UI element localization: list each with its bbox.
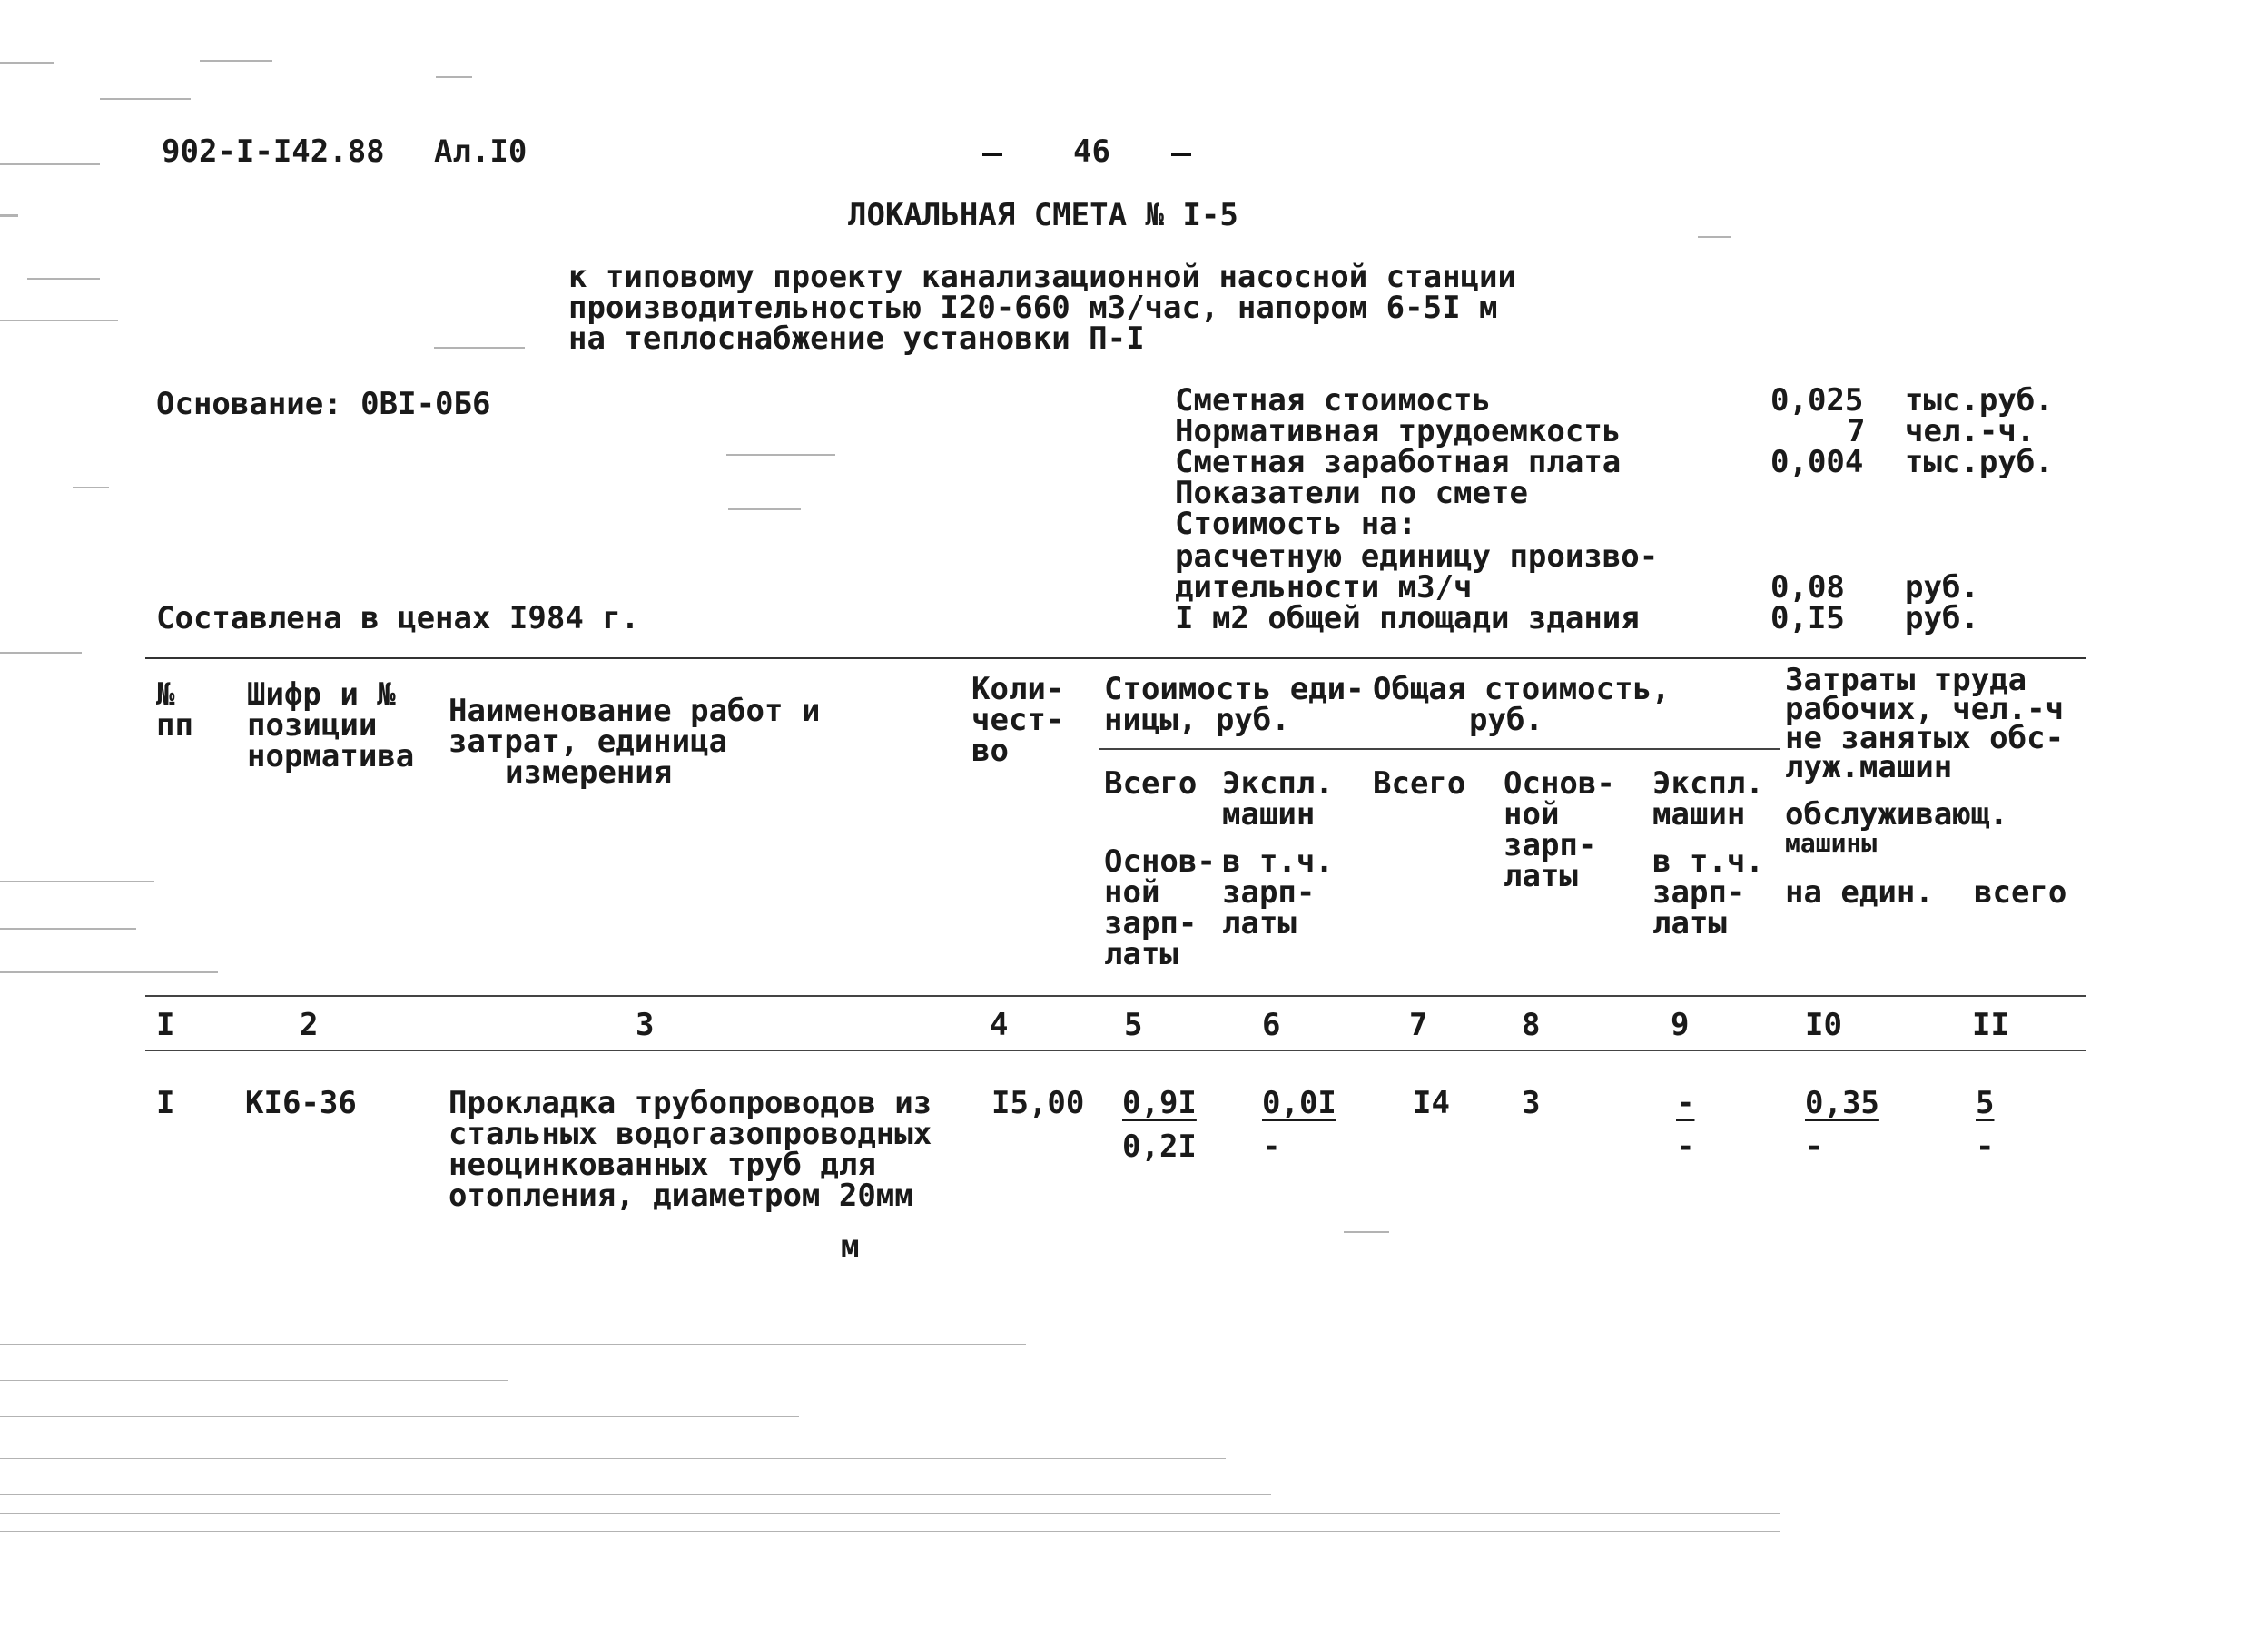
- row-c6-bottom: -: [1262, 1129, 1281, 1165]
- header-col10: машины: [1785, 828, 1878, 858]
- header-col7: Всего: [1373, 765, 1466, 802]
- header-total-cost: Общая стоимость,: [1373, 671, 1671, 707]
- header-col9b: в т.ч.: [1652, 843, 1764, 880]
- indicator-label: I м2 общей площади здания: [1175, 600, 1640, 636]
- scan-noise: [0, 652, 82, 654]
- header-col6b: латы: [1222, 905, 1297, 941]
- row-c6-top: 0,0I: [1262, 1085, 1336, 1121]
- header-labor: не занятых обс-: [1785, 720, 2065, 756]
- indicator-label: Показатели по смете: [1175, 475, 1528, 511]
- table-top-rule: [145, 657, 2086, 659]
- indicator-label: Нормативная трудоемкость: [1175, 413, 1622, 449]
- header-labor: рабочих, чел.-ч: [1785, 691, 2065, 727]
- indicator-label: Сметная стоимость: [1175, 382, 1491, 419]
- header-qty: чест-: [971, 702, 1065, 738]
- sheet-label: Ал.I0: [434, 133, 528, 170]
- header-labor: луж.машин: [1785, 749, 1953, 785]
- row-name-line: неоцинкованных труб для: [449, 1147, 876, 1183]
- scan-noise: [0, 1344, 1026, 1345]
- col-number: 5: [1124, 1007, 1143, 1043]
- col-number: 8: [1522, 1007, 1541, 1043]
- header-col6b: зарп-: [1222, 874, 1316, 911]
- col-number: 9: [1671, 1007, 1690, 1043]
- prices-year: Составлена в ценах I984 г.: [156, 600, 640, 636]
- row-c5-bottom: 0,2I: [1122, 1129, 1197, 1165]
- header-name: измерения: [505, 754, 673, 791]
- header-col10: обслуживающ.: [1785, 796, 2008, 833]
- col-number: 7: [1409, 1007, 1428, 1043]
- basis: Основание: 0BI-0Б6: [156, 386, 491, 422]
- header-qty: Коли-: [971, 671, 1065, 707]
- col-number: I0: [1805, 1007, 1842, 1043]
- header-col11b: всего: [1974, 874, 2067, 911]
- scan-noise: [1344, 1231, 1389, 1233]
- header-col5b: зарп-: [1104, 905, 1198, 941]
- header-col6: машин: [1222, 796, 1316, 833]
- indicator-unit: руб.: [1905, 600, 1979, 636]
- row-c9-top: -: [1676, 1085, 1695, 1121]
- header-code: норматива: [247, 738, 415, 774]
- header-col8: зарп-: [1504, 827, 1597, 863]
- scan-noise: [73, 487, 109, 488]
- col-number: II: [1972, 1007, 2009, 1043]
- row-name-line: стальных водогазопроводных: [449, 1116, 932, 1152]
- col-number: I: [156, 1007, 175, 1043]
- header-col5b: Основ-: [1104, 843, 1216, 880]
- indicator-unit: тыс.руб.: [1905, 382, 2054, 419]
- header-num: пп: [156, 707, 193, 744]
- row-c7: I4: [1413, 1085, 1450, 1121]
- indicator-value: 0,025: [1770, 382, 1864, 419]
- scan-noise: [27, 278, 100, 280]
- header-col10b: на един.: [1785, 874, 1934, 911]
- indicator-value: 7: [1847, 413, 1866, 449]
- row-name-line: отопления, диаметром 20мм: [449, 1178, 913, 1214]
- column-numbers-bottom-rule: [145, 1050, 2086, 1051]
- header-col9b: латы: [1652, 905, 1727, 941]
- scan-noise: [0, 928, 136, 930]
- col-number: 6: [1262, 1007, 1281, 1043]
- row-num: I: [156, 1085, 175, 1121]
- indicator-value: 0,08: [1770, 569, 1845, 606]
- scan-noise: [728, 508, 801, 510]
- row-code: КI6-36: [245, 1085, 357, 1121]
- row-qty: I5,00: [991, 1085, 1085, 1121]
- row-c10-top: 0,35: [1805, 1085, 1879, 1121]
- row-c9-bottom: -: [1676, 1129, 1695, 1165]
- document-title: ЛОКАЛЬНАЯ СМЕТА № I-5: [848, 197, 1238, 233]
- scan-noise: [0, 881, 154, 882]
- header-col5: Всего: [1104, 765, 1198, 802]
- scan-noise: [0, 320, 118, 321]
- header-col5b: латы: [1104, 936, 1178, 972]
- header-col5b: ной: [1104, 874, 1160, 911]
- row-c5-top: 0,9I: [1122, 1085, 1197, 1121]
- subtitle-line-3: на теплоснабжение установки П-I: [568, 320, 1145, 357]
- scan-noise: [0, 1458, 1226, 1459]
- header-col8: Основ-: [1504, 765, 1615, 802]
- row-c8: 3: [1522, 1085, 1541, 1121]
- indicator-unit: чел.-ч.: [1905, 413, 2036, 449]
- header-qty: во: [971, 733, 1009, 769]
- indicator-label: Сметная заработная плата: [1175, 444, 1622, 480]
- page-number-dash-left: [982, 153, 1002, 156]
- row-c11-top: 5: [1976, 1085, 1995, 1121]
- col-number: 4: [990, 1007, 1009, 1043]
- col-number: 3: [636, 1007, 655, 1043]
- indicator-unit: руб.: [1905, 569, 1979, 606]
- scan-noise: [1698, 236, 1731, 238]
- header-name: затрат, единица: [449, 724, 728, 760]
- header-cost-rule: [1099, 748, 1780, 750]
- indicator-label: дительности м3/ч: [1175, 569, 1473, 606]
- scan-noise: [434, 347, 525, 349]
- scan-noise: [0, 971, 218, 973]
- scan-noise: [0, 1513, 1780, 1514]
- header-col6b: в т.ч.: [1222, 843, 1334, 880]
- indicator-value: 0,004: [1770, 444, 1864, 480]
- indicator-label: расчетную единицу произво-: [1175, 538, 1659, 575]
- header-labor: Затраты труда: [1785, 662, 2027, 698]
- indicator-value: 0,I5: [1770, 600, 1845, 636]
- subtitle-line-2: производительностью I20-660 м3/час, напором 6-5I м: [568, 290, 1498, 326]
- scan-noise: [0, 1416, 799, 1417]
- page-number: 46: [1073, 133, 1110, 170]
- subtitle-line-1: к типовому проекту канализационной насосной станции: [568, 259, 1516, 295]
- scan-noise: [0, 1380, 508, 1381]
- scan-noise: [0, 62, 54, 64]
- scan-noise: [200, 60, 272, 62]
- header-col9: машин: [1652, 796, 1746, 833]
- column-numbers-top-rule: [145, 995, 2086, 997]
- row-unit: м: [841, 1228, 860, 1265]
- header-total-cost: руб.: [1469, 702, 1543, 738]
- header-unit-cost: ницы, руб.: [1104, 702, 1290, 738]
- header-num: №: [156, 676, 175, 713]
- scan-noise: [100, 98, 191, 100]
- header-col9b: зарп-: [1652, 874, 1746, 911]
- scan-noise: [726, 454, 835, 456]
- header-col8: латы: [1504, 858, 1578, 894]
- scan-noise: [0, 163, 100, 165]
- header-code: позиции: [247, 707, 378, 744]
- row-name-line: Прокладка трубопроводов из: [449, 1085, 932, 1121]
- header-name: Наименование работ и: [449, 693, 821, 729]
- header-unit-cost: Стоимость еди-: [1104, 671, 1365, 707]
- indicator-label: Стоимость на:: [1175, 506, 1417, 542]
- indicator-unit: тыс.руб.: [1905, 444, 2054, 480]
- header-col6: Экспл.: [1222, 765, 1334, 802]
- header-col9: Экспл.: [1652, 765, 1764, 802]
- row-c11-bottom: -: [1976, 1129, 1995, 1165]
- row-c10-bottom: -: [1805, 1129, 1824, 1165]
- col-number: 2: [300, 1007, 319, 1043]
- document-code: 902-I-I42.88: [162, 133, 385, 170]
- page-number-dash-right: [1171, 153, 1191, 156]
- header-col8: ной: [1504, 796, 1560, 833]
- scan-noise: [0, 214, 18, 217]
- header-code: Шифр и №: [247, 676, 396, 713]
- scan-noise: [436, 76, 472, 78]
- scan-noise: [0, 1531, 1780, 1532]
- scan-noise: [0, 1494, 1271, 1495]
